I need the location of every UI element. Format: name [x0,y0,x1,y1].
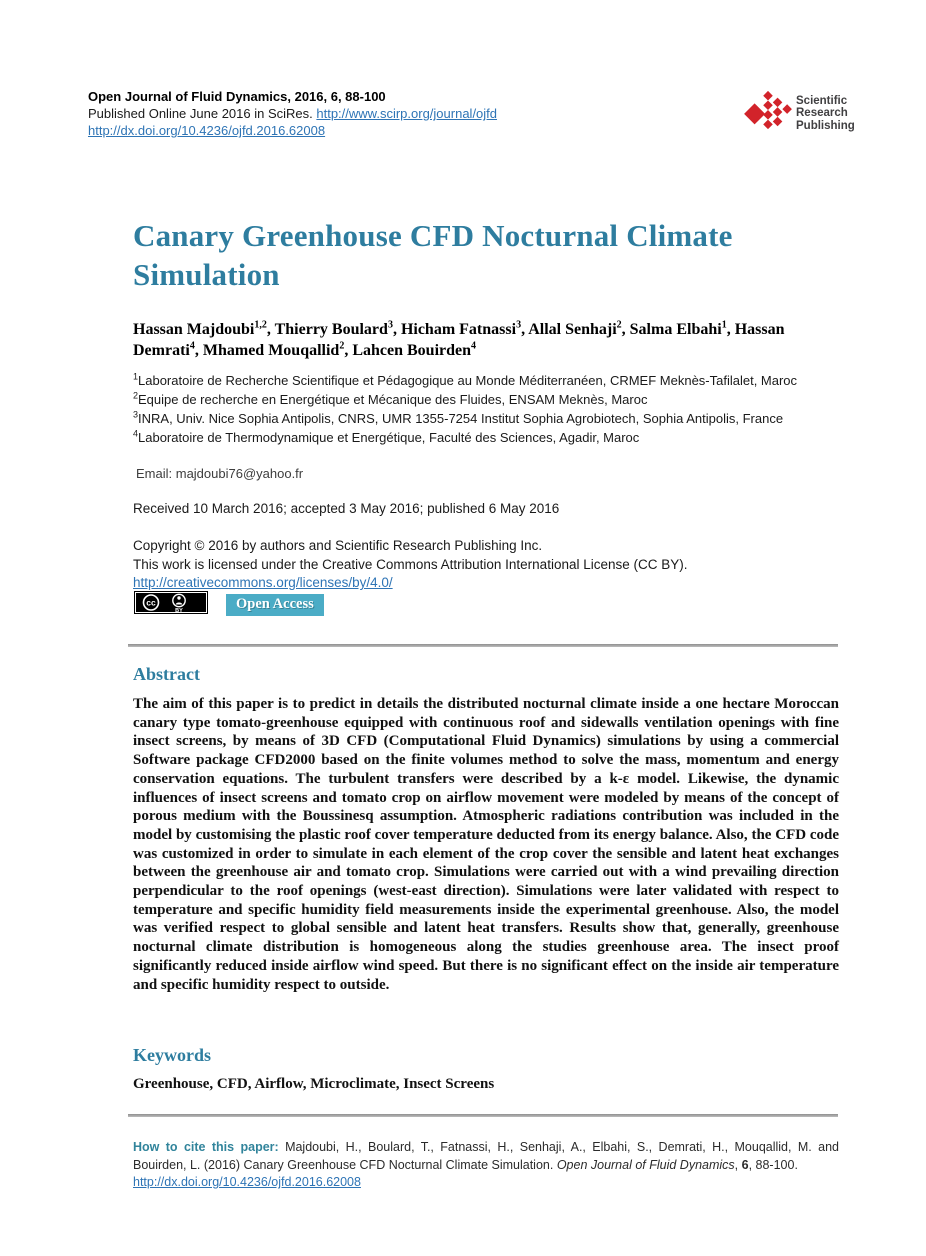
journal-link[interactable]: http://www.scirp.org/journal/ojfd [316,106,498,121]
citation-separator: , [734,1157,742,1172]
abstract-text: The aim of this paper is to predict in details the distributed nocturnal climate inside a one hectare Moroccan canary type tomato-greenhouse equipped with continuous roof and sidewalls ventilation openings with fine insect screens, by means of 3D CFD (Computational Fluid Dynamics) simulations by using a commercial Software package CFD2000 based on the finite volumes method to solve the mass, momentum and energy conservation equations. The turbulent transfers were described by a k-ε model. Likewise, the dynamic influences of insect screens and tomato crop on airflow movement were modeled by means of the concept of porous medium with the Boussinesq assumption. Atmospheric radiations contribution was included in the model by customising the plastic roof cover temperature deducted from its energy balance. Also, the CFD code was customized in order to simulate in each element of the crop cover the sensible and latent heat exchanges between the greenhouse air and tomato crop. Simulations were carried out with a wind prevailing direction perpendicular to the roof openings (west-east direction). Simulations were later validated with respect to temperature and specific humidity field measurements inside the experimental greenhouse. Also, the model was verified respect to global sensible and latent heat transfers. Results show that, generally, greenhouse nocturnal climate distribution is homogeneous along the studies greenhouse area. The insect proof significantly reduced inside airflow wind speed. But there is no significant effect on the inside air temperature and specific humidity respect to outside. [133,696,839,993]
header-doi-line [88,122,497,139]
logo-text-line1: Scientific [796,94,848,107]
affiliation-list [133,371,841,447]
header-info [88,88,497,139]
header-doi-link[interactable]: http://dx.doi.org/10.4236/ojfd.2016.62008 [88,123,326,138]
cite-label: How to cite this paper: [133,1140,286,1154]
logo-text-line3: Publishing [796,119,855,132]
received-accepted-published-line: Received 10 March 2016; accepted 3 May 2016; published 6 May 2016 [133,501,560,516]
journal-issue-line: Open Journal of Fluid Dynamics, 2016, 6, 88-100 [88,89,386,104]
citation-text: Majdoubi, H., Boulard, T., Fatnassi, H., Senhaji, A., Elbahi, S., Demrati, H., Mouqallid, M. and Bouirden, L. (2016) Canary Greenhouse CFD Nocturnal Climate Simulation. [133,1140,839,1172]
affiliation-item: $^4$Laboratoire de Thermodynamique et Energétique, Faculté des Sciences, Agadir, Maroc [133,428,640,445]
citation-journal-name: Open Journal of Fluid Dynamics [556,1157,735,1172]
citation-volume: 6 [741,1157,749,1172]
email-line [136,466,303,481]
logo-text-line2: Research [796,107,848,120]
keywords-heading: Keywords [133,1045,211,1065]
svg-text:cc: cc [146,597,156,608]
affiliation-item: $^3$INRA, Univ. Nice Sophia Antipolis, CNRS, UMR 1355-7254 Institut Sophia Agrobiotech, Sophia Antipolis, France [133,409,784,426]
page-title: Canary Greenhouse CFD Nocturnal Climate Simulation [133,218,733,292]
copyright-line1: Copyright © 2016 by authors and Scientific Research Publishing Inc. [133,538,543,553]
copyright-line2: This work is licensed under the Creative Commons Attribution International License (CC BY). [133,556,688,572]
section-divider-top [128,644,838,647]
copyright-block [133,537,843,593]
cc-by-badge-icon[interactable] [134,591,208,619]
section-divider-bottom [128,1114,838,1117]
scirp-diamond-logo-icon [744,89,792,138]
published-online-line [88,105,497,122]
license-link[interactable]: http://creativecommons.org/licenses/by/4.0/ [133,575,393,590]
published-online-prefix: Published Online June 2016 in SciRes. [88,106,317,121]
cc-by-text: BY [175,608,183,614]
abstract-heading: Abstract [133,664,200,684]
open-access-badge: Open Access [226,594,324,616]
citation-pages: , 88-100. [748,1157,798,1172]
affiliation-item: $^1$Laboratoire de Recherche Scientifique et Pédagogique au Monde Méditerranéen, CRMEF Meknès-Tafilalet, Maroc [133,371,798,388]
publisher-logo [744,89,855,138]
email-value: majdoubi76@yahoo.fr [175,466,304,481]
author-list: Hassan Majdoubi$^{1,2}$, Thierry Boulard$^3$, Hicham Fatnassi$^3$, Allal Senhaji$^2$, Salma Elbahi$^1$, Hassan Demrati$^4$, Mhamed Mouqallid$^2$, Lahcen Bouirden$^4$ [133,319,785,359]
license-badges [134,591,324,619]
publisher-logo-text [796,95,855,133]
email-label: Email: [136,466,176,481]
keywords-text: Greenhouse, CFD, Airflow, Microclimate, Insect Screens [133,1076,495,1092]
affiliation-item: $^2$Equipe de recherche en Energétique et Mécanique des Fluides, ENSAM Meknès, Maroc [133,390,648,407]
how-to-cite-block [133,1139,839,1192]
license-link-line [133,574,843,593]
footer-doi-link[interactable]: http://dx.doi.org/10.4236/ojfd.2016.62008 [133,1175,361,1189]
